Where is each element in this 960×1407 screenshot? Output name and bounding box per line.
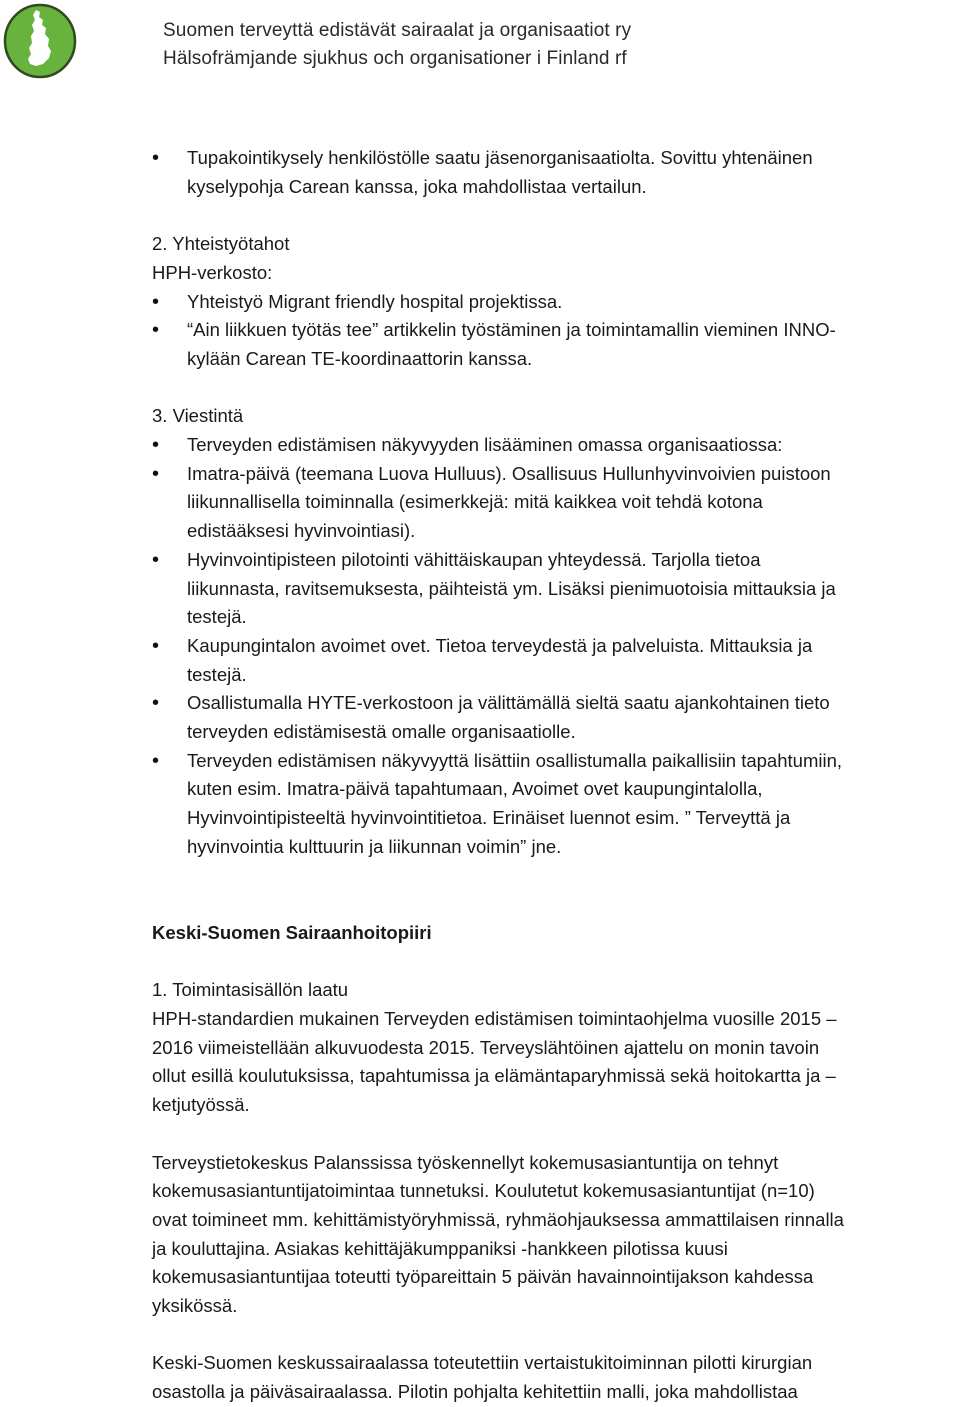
text-line: liikunnallisella toiminnalla (esimerkkejä: mitä kaikkea voit tehdä kotona [187, 491, 763, 513]
section-title: 3. Viestintä [152, 405, 244, 427]
list-item [152, 747, 960, 862]
text-line: Hyvinvointipisteeltä hyvinvointitietoa. Erinäiset luennot esim. ” Terveyttä ja [187, 807, 791, 829]
paragraph [152, 1005, 960, 1120]
text-line: Terveystietokeskus Palanssissa työskennellyt kokemusasiantuntija on tehnyt [152, 1151, 779, 1173]
text-line: • Yhteistyö Migrant friendly hospital projektissa. [187, 290, 563, 312]
document-body [152, 144, 960, 1407]
organization-name [163, 17, 631, 73]
text-line: liikunnasta, ravitsemuksesta, päihteistä ym. Lisäksi pienimuotoisia mittauksia ja [187, 577, 836, 599]
text-line: Keski-Suomen keskussairaalassa toteutettiin vertaistukitoiminnan pilotti kirurgian [152, 1352, 813, 1374]
intro-bullet-list [152, 144, 960, 201]
organization-name-fi: Suomen terveyttä edistävät sairaalat ja organisaatiot ry [163, 20, 632, 41]
text-line: • Imatra-päivä (teemana Luova Hulluus). Osallisuus Hullunhyvinvoivien puistoon [187, 462, 831, 484]
text-line: • Tupakointikysely henkilöstölle saatu jäsenorganisaatiolta. Sovittu yhtenäinen [187, 147, 813, 168]
text-line: ketjutyössä. [152, 1094, 250, 1116]
list-item [152, 144, 960, 201]
organization-name-sv: Hälsofrämjande sjukhus och organisationer i Finland rf [163, 48, 627, 69]
paragraph [152, 1349, 960, 1406]
list-item [152, 316, 960, 373]
text-line: • “Ain liikkuen työtäs tee” artikkelin työstäminen ja toimintamallin vieminen INNO- [187, 319, 836, 341]
list-item [152, 431, 960, 460]
list-item [152, 288, 960, 317]
text-line: testejä. [187, 663, 247, 685]
list-item [152, 546, 960, 632]
text-line: kylään Carean TE-koordinaattorin kanssa. [187, 347, 533, 369]
text-line: ollut esillä koulutuksissa, tapahtumissa ja elämäntaparyhmissä sekä hoitokartta ja – [152, 1065, 836, 1087]
text-line: kokemusasiantuntijaa toteutti työpareittain 5 päivän havainnointijakson kahdessa [152, 1266, 814, 1288]
text-line: • Terveyden edistämisen näkyvyyden lisääminen omassa organisaatiossa: [187, 434, 783, 455]
text-line: osastolla ja päiväsairaalassa. Pilotin pohjalta kehitettiin malli, joka mahdollistaa [152, 1381, 798, 1403]
list-item [152, 632, 960, 689]
text-line: • Kaupungintalon avoimet ovet. Tietoa terveydestä ja palveluista. Mittauksia ja [187, 634, 813, 656]
text-line: ja kouluttajina. Asiakas kehittäjäkumppaniksi -hankkeen pilotissa kuusi [152, 1237, 728, 1259]
text-line: ovat toimineet mm. kehittämistyöryhmissä, ryhmäohjauksessa ammattilaisen rinnalla [152, 1208, 844, 1230]
section-title: 1. Toimintasisällön laatu [152, 979, 349, 1001]
text-line: yksikössä. [152, 1295, 238, 1317]
organization-logo [3, 3, 77, 79]
text-line: • Osallistumalla HYTE-verkostoon ja välittämällä sieltä saatu ajankohtainen tieto [187, 692, 830, 714]
communication-bullet-list [152, 431, 960, 862]
paragraph [152, 1149, 960, 1321]
text-line: kuten esim. Imatra-päivä tapahtumaan, Avoimet ovet kaupungintalolla, [187, 778, 763, 800]
cooperation-bullet-list [152, 288, 960, 374]
text-line: terveyden edistämisestä omalle organisaatiolle. [187, 721, 576, 743]
text-line: • Hyvinvointipisteen pilotointi vähittäiskaupan yhteydessä. Tarjolla tietoa [187, 548, 761, 570]
text-line: kokemusasiantuntijatoimintaa tunnetuksi. Koulutetut kokemusasiantuntijat (n=10) [152, 1180, 815, 1202]
text-line: 2016 viimeistellään alkuvuodesta 2015. Terveyslähtöinen ajattelu on monin tavoin [152, 1036, 820, 1058]
section-title: 2. Yhteistyötahot [152, 233, 290, 255]
text-line: kyselypohja Carean kanssa, joka mahdollistaa vertailun. [187, 175, 647, 197]
section-subtitle: HPH-verkosto: [152, 261, 273, 283]
text-line: • Terveyden edistämisen näkyvyyttä lisättiin osallistumalla paikallisiin tapahtumiin, [187, 749, 842, 771]
district-heading: Keski-Suomen Sairaanhoitopiiri [152, 921, 432, 943]
text-line: hyvinvointia kulttuurin ja liikunnan voimin” jne. [187, 835, 562, 857]
list-item [152, 689, 960, 746]
text-line: HPH-standardien mukainen Terveyden edistämisen toimintaohjelma vuosille 2015 – [152, 1008, 837, 1030]
list-item [152, 460, 960, 546]
text-line: edistääksesi hyvinvointiasi). [187, 520, 416, 542]
text-line: testejä. [187, 606, 247, 628]
